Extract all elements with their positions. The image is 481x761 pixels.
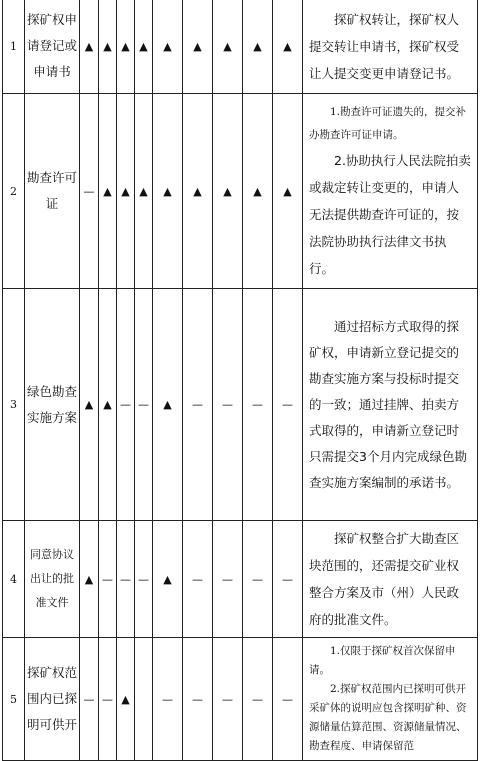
- mark-cell: ▲: [99, 94, 117, 289]
- name-line: 探矿权申: [27, 12, 78, 27]
- table-row: [3, 94, 478, 289]
- row-index: 5: [3, 638, 25, 761]
- name-line: 同意协议: [30, 548, 74, 561]
- name-line: 探矿权范: [27, 665, 78, 680]
- mark-cell: ▲: [243, 94, 273, 289]
- mark-cell: —: [243, 638, 273, 761]
- note-cell: [303, 289, 478, 521]
- mark-cell: —: [153, 638, 183, 761]
- name-line: 绿色勘查: [27, 383, 78, 399]
- mark-cell: —: [183, 521, 213, 638]
- mark-cell: ▲: [99, 0, 117, 94]
- mark-cell: —: [80, 638, 99, 761]
- mark-cell: —: [117, 289, 135, 521]
- name-line: 围内已探: [27, 691, 78, 706]
- name-line: 明可供开: [27, 717, 78, 732]
- note-cell: [303, 638, 478, 761]
- mark-cell: ▲: [213, 0, 243, 94]
- mark-cell: —: [135, 521, 153, 638]
- note-paragraph: 2.协助执行人民法院拍卖或裁定转让变更的，申请人无法提供勘查许可证的，按法院协助执行法律文书执行。: [309, 152, 471, 276]
- name-line: 证: [45, 196, 59, 211]
- table-row: [3, 638, 478, 761]
- row-index: 3: [3, 289, 25, 521]
- mark-cell: ▲: [80, 289, 99, 521]
- name-line: 出让的批: [30, 572, 74, 585]
- name-line: 请登记或: [27, 38, 78, 53]
- row-index: 1: [3, 0, 25, 94]
- mark-cell: —: [243, 521, 273, 638]
- table-row: [3, 0, 478, 94]
- note-cell: [303, 94, 478, 289]
- note-cell: [303, 0, 478, 94]
- mark-cell: —: [183, 289, 213, 521]
- mark-cell: ▲: [183, 94, 213, 289]
- mark-cell: ▲: [213, 94, 243, 289]
- mark-cell: ▲: [273, 0, 303, 94]
- table-row: [3, 289, 478, 521]
- mark-cell: ▲: [135, 0, 153, 94]
- note-paragraph: 通过招标方式取得的探矿权，申请新立登记提交的勘查实施方案与投标时提交的一致；通过挂牌、拍卖方式取得的，申请新立登记时只需提交3个月内完成绿色勘查实施方案编制的承诺书。: [309, 318, 467, 490]
- mark-cell: ▲: [117, 94, 135, 289]
- note-cell: [303, 521, 478, 638]
- mark-cell: ▲: [135, 94, 153, 289]
- mark-cell: ▲: [243, 0, 273, 94]
- note-paragraph: 2.探矿权范围内已探明可供开采矿体的说明应包含探明矿种、资源储量估算范围、资源储量情况、勘查程度、申请保留范: [309, 683, 467, 752]
- mark-cell: —: [213, 289, 243, 521]
- mark-cell: —: [213, 521, 243, 638]
- note-paragraph: 探矿权转让，探矿权人提交转让申请书，探矿权受让人提交变更申请登记书。: [309, 11, 460, 81]
- mark-cell: —: [213, 638, 243, 761]
- mark-cell: ▲: [80, 521, 99, 638]
- mark-cell: ▲: [117, 0, 135, 94]
- material-name: [25, 94, 80, 289]
- name-line: 申请书: [33, 64, 71, 79]
- mark-cell: [135, 638, 153, 761]
- mark-cell: —: [183, 638, 213, 761]
- mark-cell: ▲: [153, 94, 183, 289]
- material-name: [25, 289, 80, 521]
- mark-cell: —: [273, 638, 303, 761]
- mark-cell: —: [273, 521, 303, 638]
- mark-cell: ▲: [117, 638, 135, 761]
- mark-cell: ▲: [153, 289, 183, 521]
- mark-cell: ▲: [153, 0, 183, 94]
- mark-cell: —: [117, 521, 135, 638]
- name-line: 准文件: [35, 596, 69, 609]
- row-index: 2: [3, 94, 25, 289]
- table-row: [3, 521, 478, 638]
- material-name: [25, 638, 80, 761]
- mark-cell: ▲: [183, 0, 213, 94]
- mark-cell: —: [135, 289, 153, 521]
- mark-cell: —: [80, 94, 99, 289]
- mark-cell: ▲: [80, 0, 99, 94]
- note-paragraph: 1.勘查许可证遗失的，提交补办勘查许可证申请。: [309, 105, 467, 141]
- mark-cell: ▲: [273, 94, 303, 289]
- mark-cell: —: [273, 289, 303, 521]
- material-name: [25, 521, 80, 638]
- note-paragraph: 探矿权整合扩大勘查区块范围的，还需提交矿业权整合方案及市（州）人民政府的批准文件。: [309, 531, 460, 627]
- mark-cell: —: [99, 521, 117, 638]
- mark-cell: —: [99, 638, 117, 761]
- row-index: 4: [3, 521, 25, 638]
- name-line: 勘查许可: [27, 170, 78, 185]
- material-name: [25, 0, 80, 94]
- name-line: 实施方案: [27, 409, 78, 425]
- mark-cell: ▲: [99, 289, 117, 521]
- document-table: [2, 0, 478, 761]
- note-paragraph: 1.仅限于探矿权首次保留申请。: [309, 645, 456, 676]
- mark-cell: —: [243, 289, 273, 521]
- mark-cell: ▲: [153, 521, 183, 638]
